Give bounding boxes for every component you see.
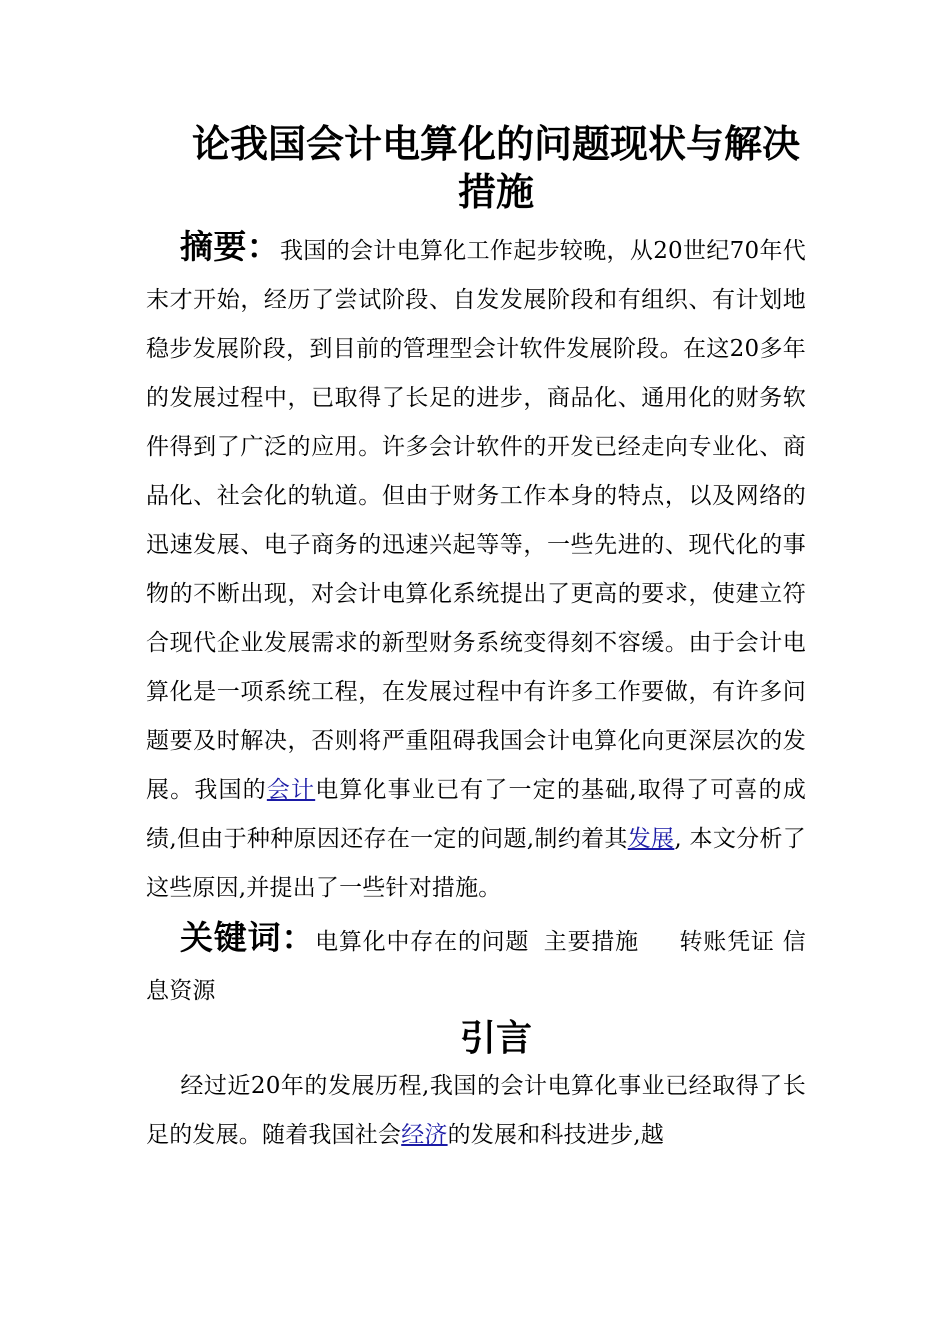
abstract-label: 摘要： [180, 227, 280, 266]
link-development[interactable]: 发展 [627, 826, 675, 852]
document-title [146, 120, 806, 216]
intro-heading: 引言 [459, 1018, 532, 1059]
link-accounting[interactable]: 会计 [266, 777, 316, 803]
keywords-label: 关键词： [180, 918, 316, 957]
intro-text-2: 的发展和科技进步,越 [447, 1122, 664, 1148]
abstract-text-3: , 本文分析了这些原因,并提出了一些针对措施。 [146, 826, 806, 901]
title-line-1: 论我国会计电算化的问题现状与解决 [191, 122, 800, 166]
title-line-2: 措施 [457, 170, 534, 214]
keyword-item: 电算化中存在的问题 [315, 929, 530, 955]
intro-paragraph [146, 1062, 806, 1160]
link-economy[interactable]: 经济 [401, 1122, 448, 1148]
abstract-text-1: 我国的会计电算化工作起步较晚，从20世纪70年代末才开始，经历了尝试阶段、自发发展阶段和有组织、有计划地稳步发展阶段，到目前的管理型会计软件发展阶段。在这20多年的发展过程中，已取得了长足的进步，商品化、通用化的财务软件得到了广泛的应用。许多会计软件的开发已经走向专业化、商品化、社会化的轨道。但由于财务工作本身的特点，以及网络的迅速发展、电子商务的迅速兴起等等，一些先进的、现代化的事物的不断出现，对会计电算化系统提出了更高的要求，使建立符合现代企业发展需求的新型财务系统变得刻不容缓。由于会计电算化是一项系统工程，在发展过程中有许多工作要做，有许多问题要及时解决，否则将严重阻碍我国会计电算化向更深层次的发展。我国的 [146, 238, 806, 803]
keyword-item: 转账凭证 [678, 929, 775, 955]
document-page [146, 120, 806, 1160]
keyword-item: 信息资源 [146, 929, 806, 1004]
keywords-paragraph [146, 913, 806, 1016]
keyword-item: 主要措施 [543, 929, 639, 955]
abstract-paragraph [146, 222, 806, 913]
intro-text-1: 经过近20年的发展历程,我国的会计电算化事业已经取得了长足的发展。随着我国社会 [146, 1073, 806, 1148]
abstract-text-2: 电算化事业已有了一定的基础,取得了可喜的成绩,但由于种种原因还存在一定的问题,制约着其 [146, 777, 807, 852]
